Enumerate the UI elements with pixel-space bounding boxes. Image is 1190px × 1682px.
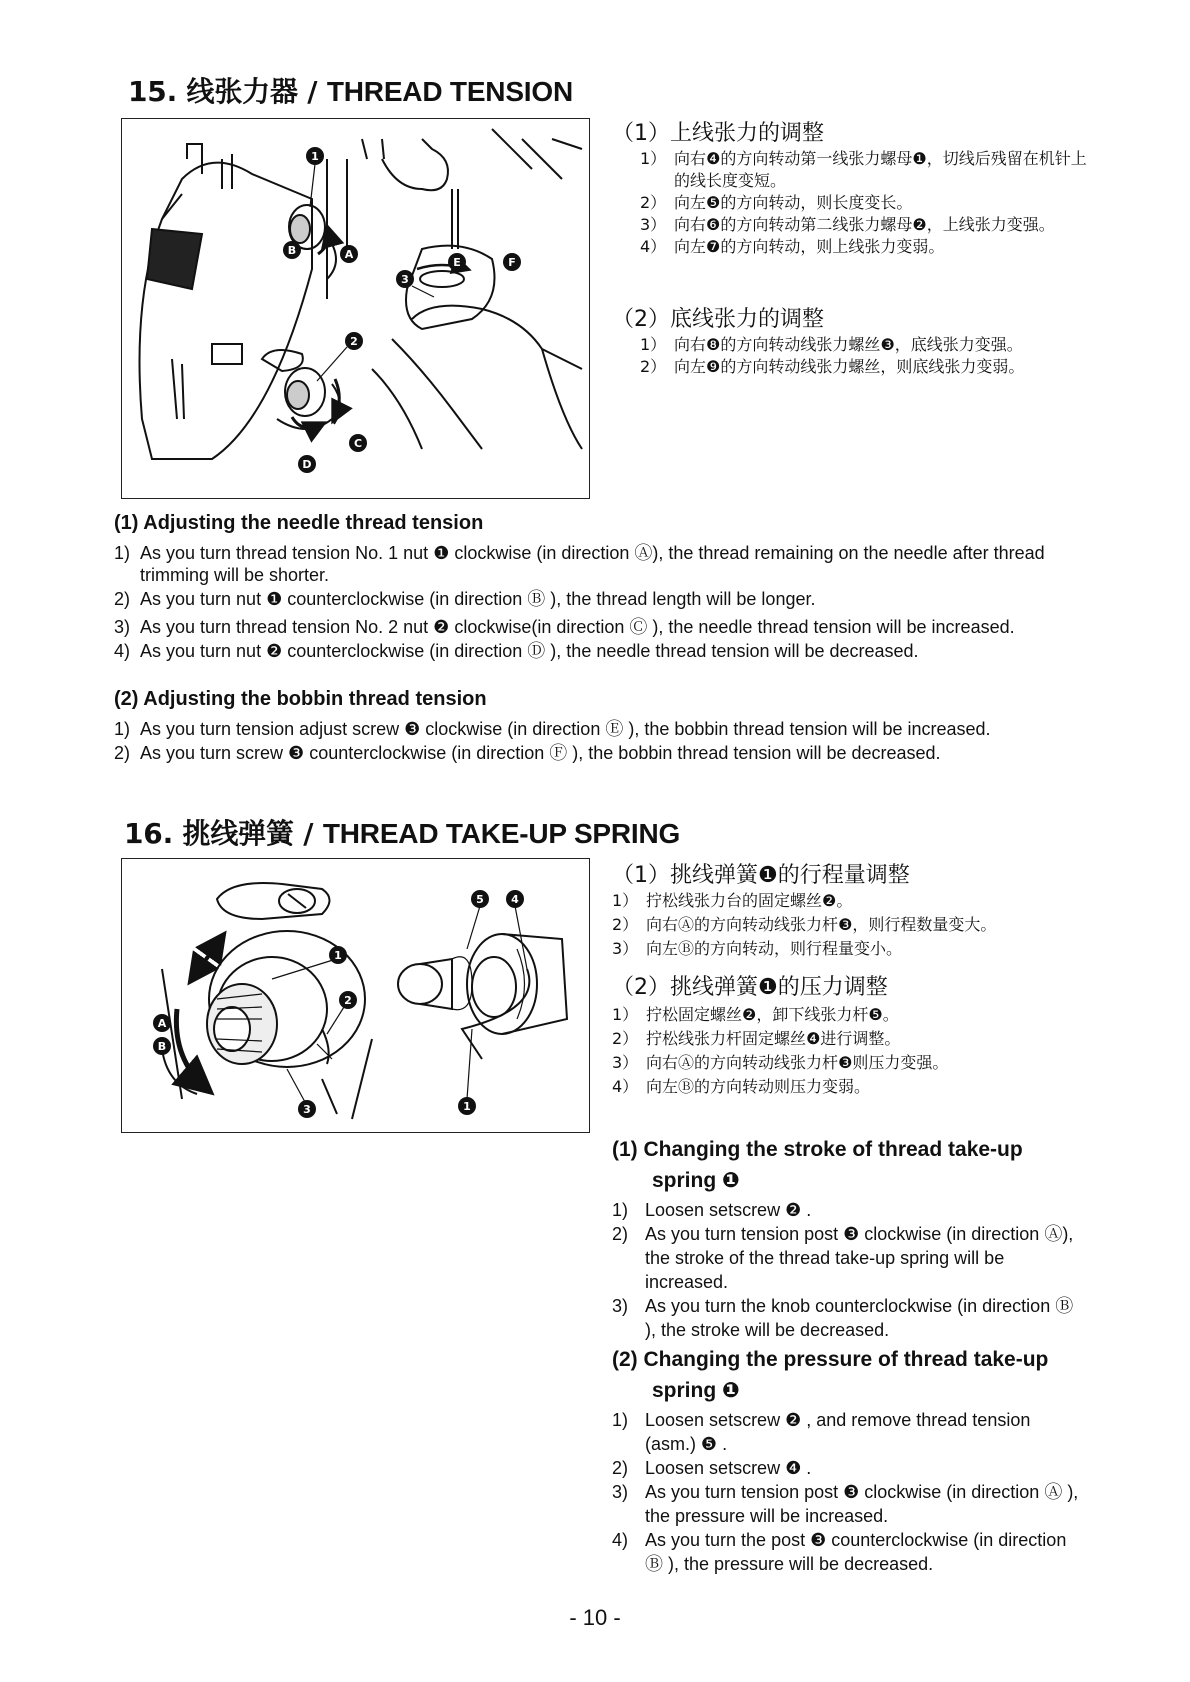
list-item bbox=[612, 1076, 1082, 1098]
list-item bbox=[612, 1456, 1082, 1480]
item-number: 2) bbox=[612, 1224, 629, 1244]
s16-cn-list-1 bbox=[612, 890, 1082, 960]
list-item bbox=[640, 236, 1090, 258]
list-item bbox=[114, 640, 1084, 662]
section-16-title-prefix: 16. 挑线弹簧 / bbox=[124, 817, 323, 850]
item-text: As you turn tension post ❸ clockwise (in direction Ⓐ ), the pressure will be increased. bbox=[645, 1482, 1079, 1526]
list-item bbox=[640, 148, 1090, 192]
list-item bbox=[612, 890, 1082, 912]
svg-text:C: C bbox=[353, 437, 363, 450]
s16-en-heading-2 bbox=[612, 1344, 1092, 1406]
svg-text:1: 1 bbox=[311, 150, 319, 163]
list-item bbox=[612, 1198, 1082, 1222]
section-16-title bbox=[124, 812, 680, 852]
item-text: As you turn thread tension No. 1 nut ❶ clockwise (in direction Ⓐ), the thread remaining on the needle after thread trimming will be shorter. bbox=[140, 543, 1045, 585]
svg-text:A: A bbox=[157, 1017, 167, 1030]
list-item bbox=[640, 334, 1100, 356]
item-number: 3) bbox=[612, 1296, 629, 1316]
item-number: 3) bbox=[612, 1482, 629, 1502]
item-number: 4） bbox=[612, 1077, 639, 1096]
item-number: 2) bbox=[114, 589, 131, 609]
item-text: Loosen setscrew ❷ , and remove thread tension (asm.) ❺ . bbox=[645, 1410, 1031, 1454]
item-number: 4) bbox=[114, 641, 131, 661]
item-text: As you turn nut ❷ counterclockwise (in direction Ⓓ ), the needle thread tension will be decreased. bbox=[140, 641, 919, 661]
list-item bbox=[612, 1480, 1082, 1528]
item-number: 3） bbox=[612, 939, 639, 958]
thread-tension-illustration bbox=[122, 119, 589, 498]
item-number: 1) bbox=[114, 719, 131, 739]
item-number: 1） bbox=[612, 1005, 639, 1024]
item-text: As you turn thread tension No. 2 nut ❷ clockwise(in direction Ⓒ ), the needle thread tension will be increased. bbox=[140, 617, 1015, 637]
s15-cn-heading-1: （1）上线张力的调整 bbox=[612, 121, 824, 146]
item-text: 向左Ⓑ的方向转动，则行程量变小。 bbox=[646, 939, 903, 958]
svg-text:B: B bbox=[287, 244, 297, 257]
s15-en-heading-2: (2) Adjusting the bobbin thread tension bbox=[114, 688, 487, 710]
svg-text:E: E bbox=[453, 256, 461, 269]
list-item bbox=[612, 1294, 1082, 1342]
list-item bbox=[640, 214, 1090, 236]
section-15-title bbox=[128, 70, 573, 110]
item-text: As you turn tension adjust screw ❸ clockwise (in direction Ⓔ ), the bobbin thread tension will be increased. bbox=[140, 719, 991, 739]
item-text: 向右❽的方向转动线张力螺丝❸，底线张力变强。 bbox=[674, 335, 1023, 354]
item-number: 1） bbox=[640, 335, 667, 354]
list-item bbox=[612, 1408, 1082, 1456]
s16-en-list-1 bbox=[612, 1198, 1082, 1342]
svg-text:3: 3 bbox=[401, 273, 409, 286]
item-text: As you turn nut ❶ counterclockwise (in direction Ⓑ ), the thread length will be longer. bbox=[140, 589, 816, 609]
section-15-title-en: THREAD TENSION bbox=[326, 76, 573, 107]
item-number: 1) bbox=[612, 1200, 629, 1220]
s16-en-list-2 bbox=[612, 1408, 1082, 1576]
s15-cn-heading-2: （2）底线张力的调整 bbox=[612, 307, 824, 332]
item-text: 向左❼的方向转动，则上线张力变弱。 bbox=[674, 237, 945, 256]
s15-cn-list-2 bbox=[640, 334, 1100, 378]
list-item bbox=[640, 356, 1100, 378]
item-number: 1) bbox=[612, 1410, 629, 1430]
item-number: 3） bbox=[640, 215, 667, 234]
section-16-title-en: THREAD TAKE-UP SPRING bbox=[322, 818, 681, 849]
item-text: 向右Ⓐ的方向转动线张力杆❸则压力变强。 bbox=[646, 1053, 949, 1072]
item-text: 向右Ⓐ的方向转动线张力杆❸，则行程数量变大。 bbox=[646, 915, 997, 934]
s15-en-list-2 bbox=[114, 718, 1039, 764]
item-number: 2） bbox=[612, 1029, 639, 1048]
item-number: 1) bbox=[114, 543, 131, 563]
s15-en-list-1 bbox=[114, 542, 1084, 662]
item-text: 拧松固定螺丝❷，卸下线张力杆❺。 bbox=[646, 1005, 899, 1024]
take-up-spring-illustration bbox=[122, 859, 589, 1132]
heading-line: spring ❶ bbox=[652, 1379, 740, 1402]
list-item bbox=[612, 1052, 1082, 1074]
item-text: 向左Ⓑ的方向转动则压力变弱。 bbox=[646, 1077, 871, 1096]
list-item bbox=[640, 192, 1090, 214]
heading-line: (2) Changing the pressure of thread take-up bbox=[612, 1348, 1049, 1371]
item-number: 2） bbox=[612, 915, 639, 934]
list-item bbox=[114, 542, 1084, 586]
s16-cn-heading-2: （2）挑线弹簧❶的压力调整 bbox=[612, 975, 888, 1000]
item-text: As you turn the post ❸ counterclockwise (in direction Ⓑ ), the pressure will be decreased. bbox=[645, 1530, 1067, 1574]
section-15-title-prefix: 15. 线张力器 / bbox=[128, 75, 327, 108]
s15-cn-list-1 bbox=[640, 148, 1090, 258]
item-number: 2） bbox=[640, 193, 667, 212]
item-number: 4） bbox=[640, 237, 667, 256]
svg-text:4: 4 bbox=[511, 893, 519, 906]
svg-text:5: 5 bbox=[476, 893, 484, 906]
item-text: As you turn the knob counterclockwise (in direction Ⓑ ), the stroke will be decreased. bbox=[645, 1296, 1074, 1340]
item-text: As you turn screw ❸ counterclockwise (in direction Ⓕ ), the bobbin thread tension will be decreased. bbox=[140, 743, 941, 763]
heading-line: (1) Changing the stroke of thread take-up bbox=[612, 1138, 1023, 1161]
svg-text:D: D bbox=[302, 458, 312, 471]
item-text: 向右❻的方向转动第二线张力螺母❷，上线张力变强。 bbox=[674, 215, 1055, 234]
item-number: 1） bbox=[612, 891, 639, 910]
item-number: 2） bbox=[640, 357, 667, 376]
heading-line: spring ❶ bbox=[652, 1169, 740, 1192]
svg-text:2: 2 bbox=[344, 994, 352, 1007]
item-text: 向左❾的方向转动线张力螺丝，则底线张力变弱。 bbox=[674, 357, 1025, 376]
svg-text:F: F bbox=[508, 256, 516, 269]
svg-text:1: 1 bbox=[334, 949, 342, 962]
s16-cn-heading-1: （1）挑线弹簧❶的行程量调整 bbox=[612, 863, 910, 888]
list-item bbox=[114, 588, 1084, 610]
item-text: Loosen setscrew ❷ . bbox=[645, 1200, 812, 1220]
page-number: - 10 - bbox=[569, 1605, 621, 1630]
list-item bbox=[612, 1004, 1082, 1026]
svg-text:1: 1 bbox=[463, 1100, 471, 1113]
list-item bbox=[114, 616, 1084, 638]
item-number: 3） bbox=[612, 1053, 639, 1072]
item-text: As you turn tension post ❸ clockwise (in direction Ⓐ), the stroke of the thread take-up spring will be increased. bbox=[645, 1224, 1074, 1292]
item-text: 向右❹的方向转动第一线张力螺母❶，切线后残留在机针上的线长度变短。 bbox=[674, 149, 1087, 190]
item-number: 4) bbox=[612, 1530, 629, 1550]
figure-thread-take-up-spring bbox=[121, 858, 590, 1133]
item-text: 拧松线张力杆固定螺丝❹进行调整。 bbox=[646, 1029, 901, 1048]
list-item bbox=[612, 914, 1082, 936]
list-item bbox=[114, 718, 1039, 740]
s15-en-heading-1: (1) Adjusting the needle thread tension bbox=[114, 512, 484, 534]
list-item bbox=[612, 1222, 1082, 1294]
s16-en-heading-1 bbox=[612, 1134, 1092, 1196]
item-text: 拧松线张力台的固定螺丝❷。 bbox=[646, 891, 853, 910]
item-number: 2) bbox=[114, 743, 131, 763]
list-item bbox=[612, 938, 1082, 960]
svg-text:3: 3 bbox=[303, 1103, 311, 1116]
item-text: 向左❺的方向转动，则长度变长。 bbox=[674, 193, 913, 212]
item-number: 2) bbox=[612, 1458, 629, 1478]
list-item bbox=[612, 1528, 1082, 1576]
s16-cn-list-2 bbox=[612, 1004, 1082, 1098]
svg-text:A: A bbox=[344, 248, 354, 261]
figure-thread-tension bbox=[121, 118, 590, 499]
item-text: Loosen setscrew ❹ . bbox=[645, 1458, 812, 1478]
list-item bbox=[114, 742, 1039, 764]
svg-text:B: B bbox=[157, 1040, 167, 1053]
item-number: 1） bbox=[640, 149, 667, 168]
svg-text:2: 2 bbox=[350, 335, 358, 348]
item-number: 3) bbox=[114, 617, 131, 637]
list-item bbox=[612, 1028, 1082, 1050]
